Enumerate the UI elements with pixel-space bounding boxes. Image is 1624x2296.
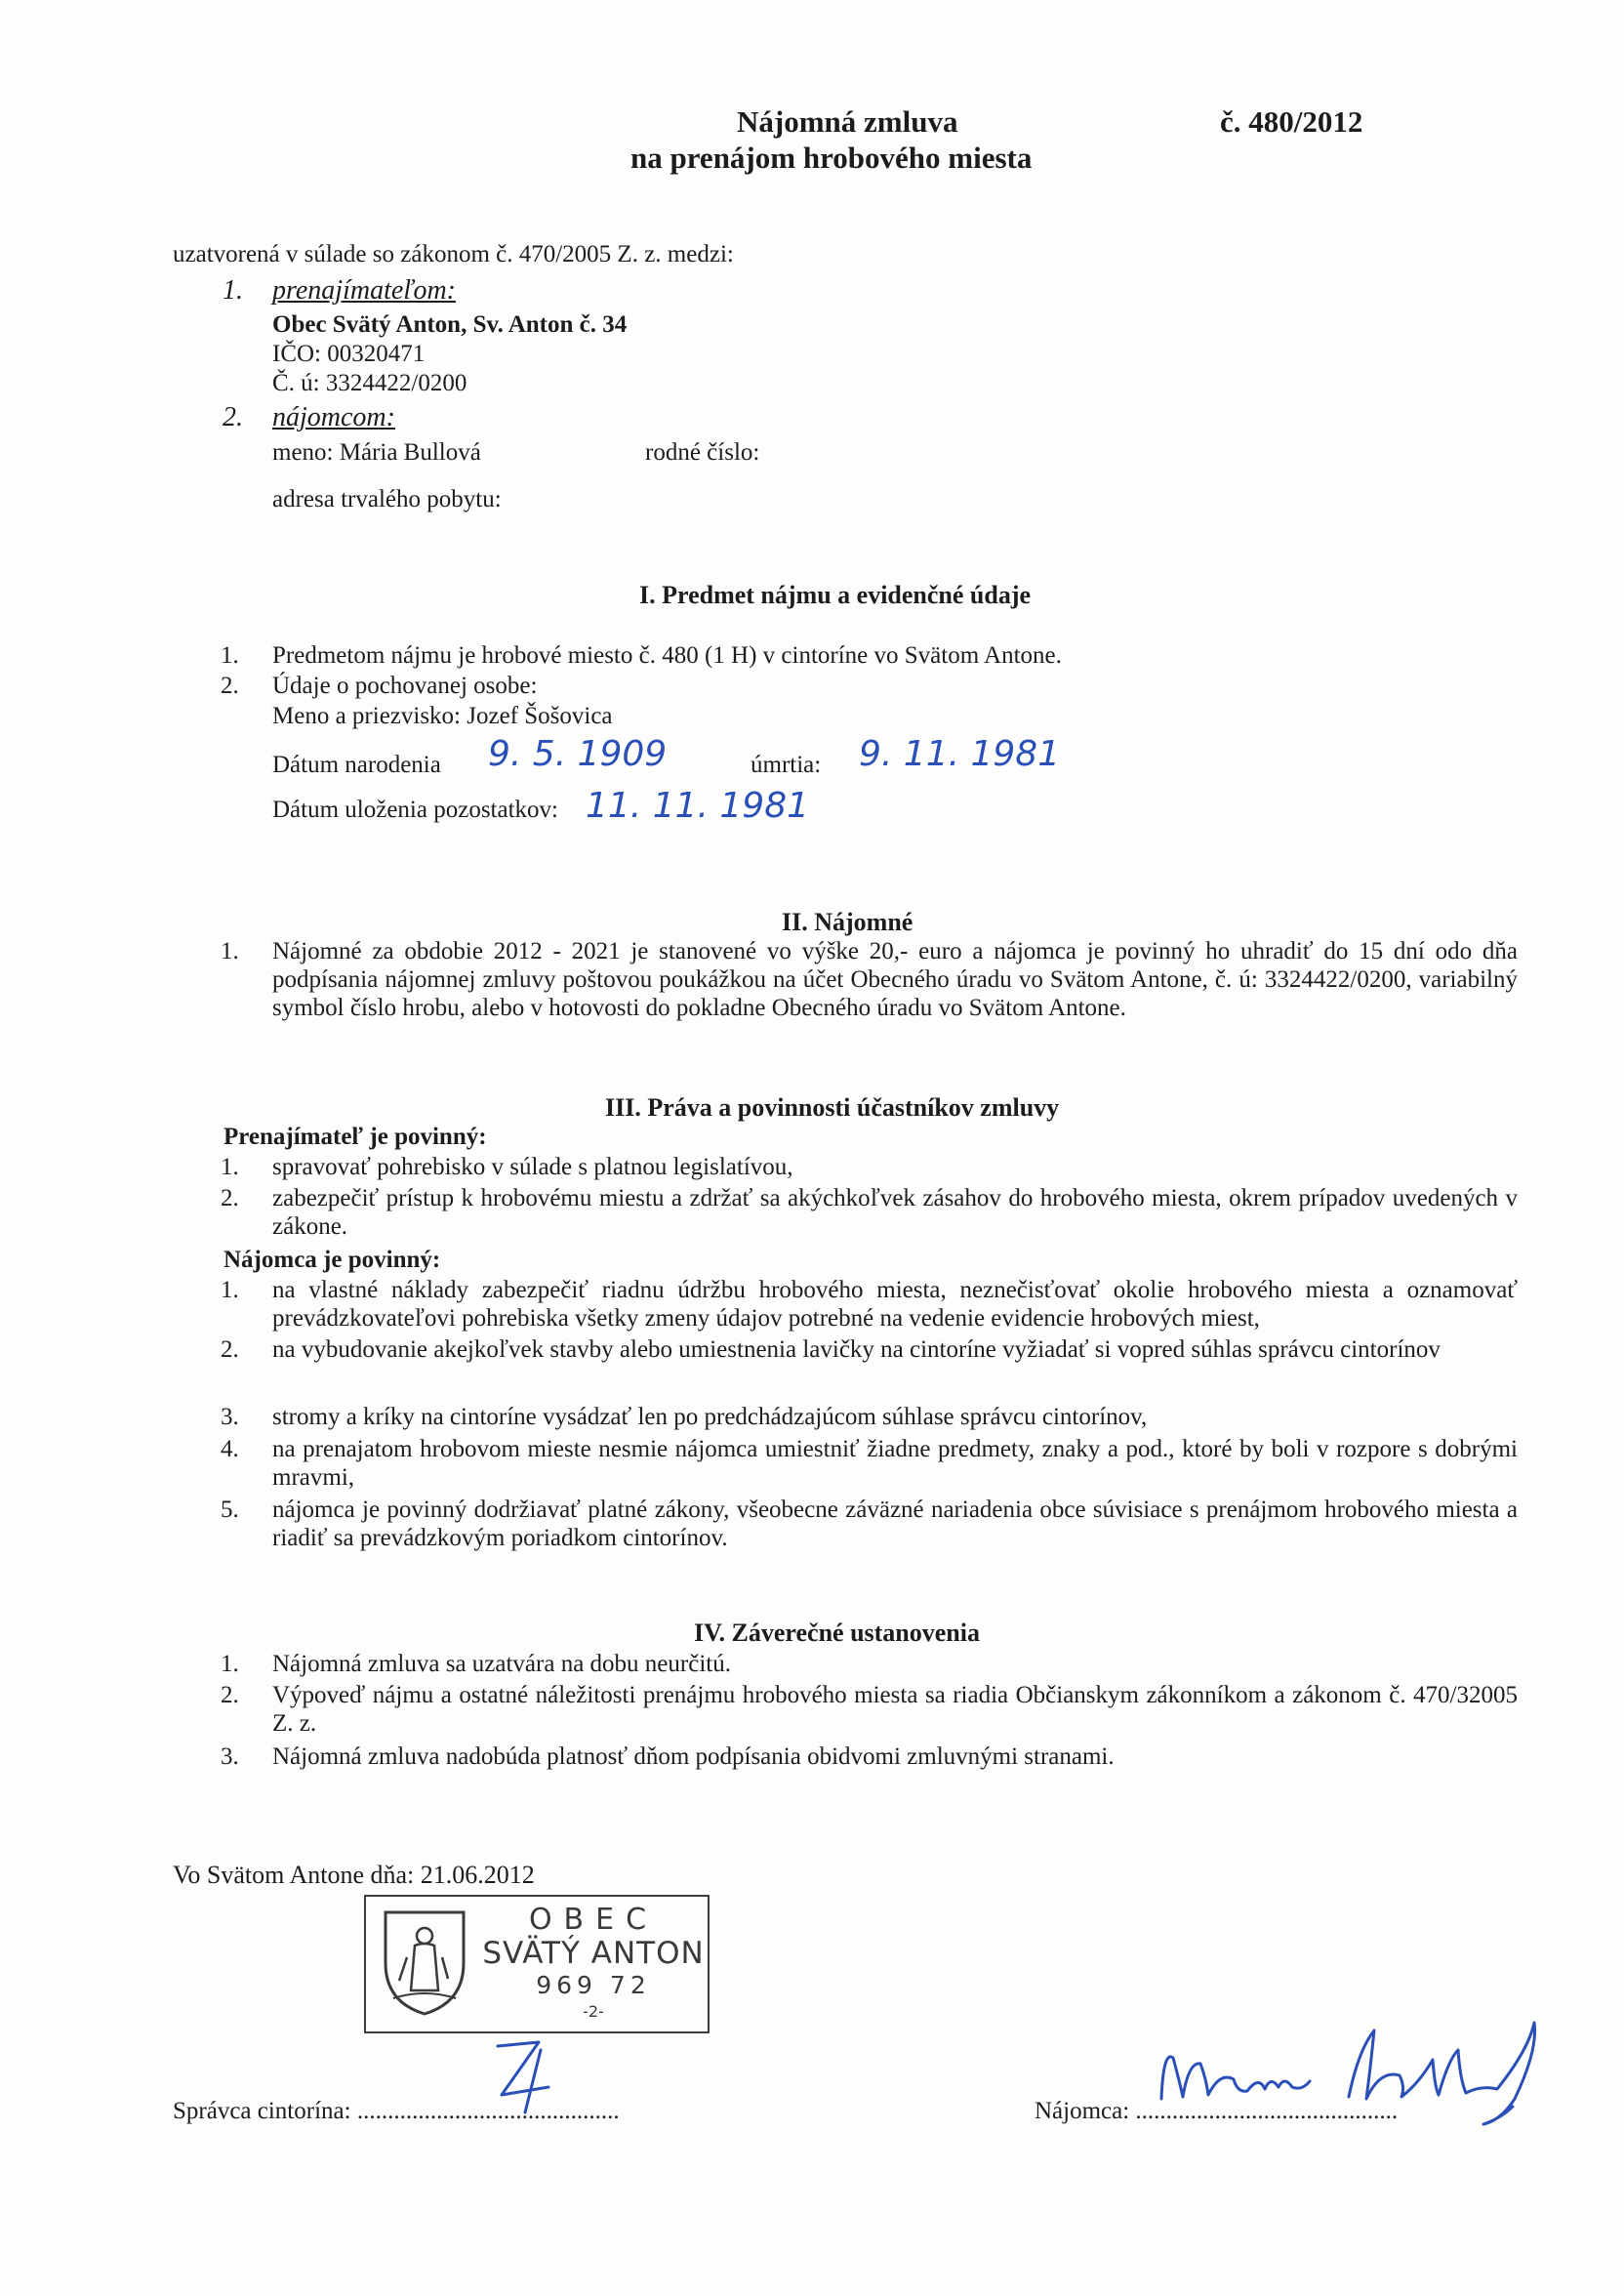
- deceased-name: Meno a priezvisko: Jozef Šošovica: [272, 703, 613, 729]
- list-number: 3.: [221, 1743, 239, 1770]
- tenant-duty-item: na vlastné náklady zabezpečiť riadnu údržbu hrobového miesta, neznečisťovať okolie hrobového miesta a oznamovať prevádzkovateľovi pohrebiska všetky zmeny údajov potrebné na vedenie evidencie hrobových miest,: [272, 1277, 1518, 1332]
- municipal-stamp: [364, 1895, 710, 2033]
- party-number: 1.: [223, 275, 243, 306]
- list-number: 1.: [221, 1277, 239, 1303]
- final-provision-item: Nájomná zmluva nadobúda platnosť dňom podpísania obidvomi zmluvnými stranami.: [272, 1743, 1115, 1770]
- list-number: 3.: [221, 1404, 239, 1430]
- landlord-duty-item: spravovať pohrebisko v súlade s platnou legislatívou,: [272, 1154, 793, 1180]
- burial-date-label: Dátum uloženia pozostatkov:: [272, 797, 558, 823]
- tenant-duties-heading: Nájomca je povinný:: [223, 1247, 441, 1273]
- list-number: 4.: [221, 1436, 239, 1462]
- list-number: 1.: [221, 1154, 239, 1180]
- contract-title: Nájomná zmluva: [737, 104, 958, 139]
- list-number: 2.: [221, 1682, 239, 1708]
- stamp-line-3: 969 72: [536, 1971, 651, 1999]
- address-label: adresa trvalého pobytu:: [272, 486, 502, 512]
- tenant-duty-item: stromy a kríky na cintoríne vysádzať len po predchádzajúcom súhlase správcu cintorínov,: [272, 1404, 1148, 1430]
- list-number: 2.: [221, 673, 239, 699]
- party-label: nájomcom:: [272, 402, 395, 432]
- section-3-heading: III. Práva a povinnosti účastníkov zmluvy: [605, 1093, 1060, 1122]
- landlord-duty-item: zabezpečiť prístup k hrobovému miestu a zdržať sa akýchkoľvek zásahov do hrobového miesta, okrem prípadov uvedených v zákone.: [272, 1185, 1518, 1240]
- list-number: 2.: [221, 1336, 239, 1363]
- tenant-duty-item: na prenajatom hrobovom mieste nesmie nájomca umiestniť žiadne predmety, znaky a pod., ktoré by boli v rozpore s dobrými mravmi,: [272, 1436, 1518, 1491]
- stamp-line-4: -2-: [583, 2002, 604, 2021]
- section-1-item-1: Predmetom nájmu je hrobové miesto č. 480 (1 H) v cintoríne vo Svätom Antone.: [272, 642, 1062, 669]
- coat-of-arms-icon: [380, 1906, 469, 2018]
- death-date-label: úmrtia:: [751, 752, 822, 778]
- birth-date-handwritten: 9. 5. 1909: [488, 734, 668, 774]
- stamp-line-2: SVÄTÝ ANTON: [482, 1936, 705, 1971]
- contract-number: č. 480/2012: [1220, 104, 1363, 139]
- contract-subtitle: na prenájom hrobového miesta: [630, 141, 1033, 175]
- section-2-heading: II. Nájomné: [782, 908, 914, 936]
- burial-date-handwritten: 11. 11. 1981: [586, 786, 810, 826]
- party-number: 2.: [223, 402, 243, 432]
- landlord-name: Obec Svätý Anton, Sv. Anton č. 34: [272, 311, 628, 338]
- landlord-account: Č. ú: 3324422/0200: [272, 370, 467, 396]
- tenant-signature-line: Nájomca: ...........................................: [1035, 2098, 1399, 2124]
- landlord-ico: IČO: 00320471: [272, 341, 426, 367]
- party-label: prenajímateľom:: [272, 275, 457, 306]
- tenant-duty-item: na vybudovanie akejkoľvek stavby alebo umiestnenia lavičky na cintoríne vyžiadať si vopred súhlas správcu cintorínov: [272, 1336, 1441, 1363]
- stamp-line-1: OBEC: [528, 1903, 659, 1937]
- manager-signature-line: Správca cintorína: ...........................................: [173, 2098, 620, 2124]
- list-number: 1.: [221, 642, 239, 669]
- section-1-heading: I. Predmet nájmu a evidenčné údaje: [639, 581, 1032, 609]
- section-2-item-1: Nájomné za obdobie 2012 - 2021 je stanovené vo výške 20,- euro a nájomca je povinný ho uhradiť do 15 dní odo dňa podpísania nájomnej zmluvy poštovou poukážkou na účet Obecného úradu vo Svätom Antone, č. ú: 3324422/0200, variabilný symbol číslo hrobu, alebo v hotovosti do pokladne Obecného úradu vo Svätom Antone.: [272, 938, 1518, 1021]
- tenant-duty-item: nájomca je povinný dodržiavať platné zákony, všeobecne záväzné nariadenia obce súvisiace s prenájmom hrobového miesta a riadiť sa prevádzkovým poriadkom cintorínov.: [272, 1496, 1518, 1551]
- list-number: 2.: [221, 1185, 239, 1211]
- section-4-heading: IV. Záverečné ustanovenia: [694, 1619, 980, 1647]
- death-date-handwritten: 9. 11. 1981: [859, 734, 1061, 774]
- list-number: 1.: [221, 938, 239, 964]
- list-number: 1.: [221, 1651, 239, 1677]
- section-1-item-2: Údaje o pochovanej osobe:: [272, 673, 538, 699]
- list-number: 5.: [221, 1496, 239, 1523]
- final-provision-item: Nájomná zmluva sa uzatvára na dobu neurčitú.: [272, 1651, 731, 1677]
- final-provision-item: Výpoveď nájmu a ostatné náležitosti prenájmu hrobového miesta sa riadia Občianskym zákonníkom a zákonom č. 470/32005 Z. z.: [272, 1682, 1518, 1737]
- tenant-signature: [1150, 2011, 1560, 2128]
- tenant-name: meno: Mária Bullová: [272, 439, 481, 466]
- place-and-date: Vo Svätom Antone dňa: 21.06.2012: [173, 1861, 535, 1889]
- birth-number-label: rodné číslo:: [645, 439, 760, 466]
- birth-date-label: Dátum narodenia: [272, 752, 441, 778]
- intro-text: uzatvorená v súlade so zákonom č. 470/2005 Z. z. medzi:: [173, 241, 734, 267]
- landlord-duties-heading: Prenajímateľ je povinný:: [223, 1124, 487, 1150]
